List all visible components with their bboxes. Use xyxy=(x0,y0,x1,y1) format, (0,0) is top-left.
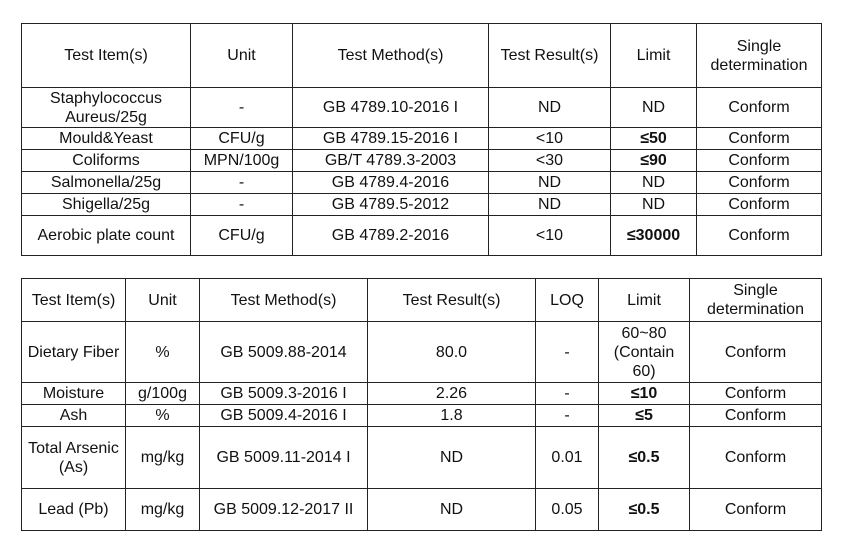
cell-determination: Conform xyxy=(697,128,822,150)
cell-unit: MPN/100g xyxy=(191,150,293,172)
table-row xyxy=(22,405,822,427)
cell-item: Aerobic plate count xyxy=(22,216,191,256)
header-test-method: Test Method(s) xyxy=(293,24,489,88)
table-row xyxy=(22,489,822,531)
cell-unit: CFU/g xyxy=(191,128,293,150)
cell-limit: ND xyxy=(611,88,697,128)
cell-unit: % xyxy=(126,322,200,383)
header-test-item: Test Item(s) xyxy=(22,279,126,322)
cell-unit: g/100g xyxy=(126,383,200,405)
cell-determination: Conform xyxy=(697,150,822,172)
cell-result: <10 xyxy=(489,216,611,256)
cell-loq: 0.01 xyxy=(536,427,599,489)
table-row xyxy=(22,322,822,383)
cell-loq: - xyxy=(536,405,599,427)
header-test-result: Test Result(s) xyxy=(368,279,536,322)
cell-result: 80.0 xyxy=(368,322,536,383)
cell-limit: ≤0.5 xyxy=(599,427,690,489)
cell-loq: - xyxy=(536,383,599,405)
cell-limit: ≤30000 xyxy=(611,216,697,256)
cell-determination: Conform xyxy=(697,194,822,216)
cell-limit: ND xyxy=(611,172,697,194)
table-row xyxy=(22,383,822,405)
cell-loq: 0.05 xyxy=(536,489,599,531)
table-header-row xyxy=(22,279,822,322)
header-unit: Unit xyxy=(126,279,200,322)
cell-unit: - xyxy=(191,194,293,216)
cell-unit: CFU/g xyxy=(191,216,293,256)
cell-unit: - xyxy=(191,88,293,128)
cell-determination: Conform xyxy=(697,216,822,256)
cell-method: GB 5009.4-2016 I xyxy=(200,405,368,427)
cell-limit: ≤5 xyxy=(599,405,690,427)
cell-determination: Conform xyxy=(690,322,822,383)
cell-item: Mould&Yeast xyxy=(22,128,191,150)
cell-result: ND xyxy=(489,172,611,194)
cell-determination: Conform xyxy=(690,489,822,531)
cell-limit: ND xyxy=(611,194,697,216)
table-row xyxy=(22,194,822,216)
cell-item: Shigella/25g xyxy=(22,194,191,216)
cell-method: GB 4789.5-2012 xyxy=(293,194,489,216)
header-loq: LOQ xyxy=(536,279,599,322)
table-row xyxy=(22,128,822,150)
cell-determination: Conform xyxy=(690,383,822,405)
cell-item: Dietary Fiber xyxy=(22,322,126,383)
header-test-method: Test Method(s) xyxy=(200,279,368,322)
header-unit: Unit xyxy=(191,24,293,88)
header-test-result: Test Result(s) xyxy=(489,24,611,88)
table-row xyxy=(22,150,822,172)
cell-result: ND xyxy=(368,427,536,489)
cell-limit: 60~80 (Contain 60) xyxy=(599,322,690,383)
microbiological-test-table xyxy=(21,23,822,256)
cell-result: <10 xyxy=(489,128,611,150)
header-single-determination: Single determination xyxy=(690,279,822,322)
cell-item: Moisture xyxy=(22,383,126,405)
cell-method: GB 4789.4-2016 xyxy=(293,172,489,194)
cell-unit: - xyxy=(191,172,293,194)
table-row xyxy=(22,172,822,194)
cell-limit: ≤50 xyxy=(611,128,697,150)
cell-determination: Conform xyxy=(697,88,822,128)
cell-method: GB 4789.2-2016 xyxy=(293,216,489,256)
cell-determination: Conform xyxy=(697,172,822,194)
cell-item: Staphylococcus Aureus/25g xyxy=(22,88,191,128)
table-row xyxy=(22,88,822,128)
header-limit: Limit xyxy=(599,279,690,322)
header-single-determination: Single determination xyxy=(697,24,822,88)
cell-method: GB 5009.88-2014 xyxy=(200,322,368,383)
cell-method: GB 5009.12-2017 II xyxy=(200,489,368,531)
cell-determination: Conform xyxy=(690,405,822,427)
header-limit: Limit xyxy=(611,24,697,88)
cell-unit: mg/kg xyxy=(126,489,200,531)
table-header-row xyxy=(22,24,822,88)
cell-method: GB/T 4789.3-2003 xyxy=(293,150,489,172)
cell-determination: Conform xyxy=(690,427,822,489)
cell-unit: mg/kg xyxy=(126,427,200,489)
cell-method: GB 4789.10-2016 I xyxy=(293,88,489,128)
cell-method: GB 5009.3-2016 I xyxy=(200,383,368,405)
cell-item: Total Arsenic (As) xyxy=(22,427,126,489)
cell-loq: - xyxy=(536,322,599,383)
cell-result: 1.8 xyxy=(368,405,536,427)
cell-method: GB 4789.15-2016 I xyxy=(293,128,489,150)
header-test-item: Test Item(s) xyxy=(22,24,191,88)
cell-item: Lead (Pb) xyxy=(22,489,126,531)
cell-item: Ash xyxy=(22,405,126,427)
cell-method: GB 5009.11-2014 I xyxy=(200,427,368,489)
cell-item: Salmonella/25g xyxy=(22,172,191,194)
cell-result: ND xyxy=(489,194,611,216)
cell-unit: % xyxy=(126,405,200,427)
cell-result: ND xyxy=(368,489,536,531)
cell-limit: ≤0.5 xyxy=(599,489,690,531)
cell-result: 2.26 xyxy=(368,383,536,405)
cell-result: <30 xyxy=(489,150,611,172)
cell-limit: ≤10 xyxy=(599,383,690,405)
cell-item: Coliforms xyxy=(22,150,191,172)
cell-limit: ≤90 xyxy=(611,150,697,172)
physicochemical-test-table xyxy=(21,278,822,531)
cell-result: ND xyxy=(489,88,611,128)
table-row xyxy=(22,216,822,256)
table-row xyxy=(22,427,822,489)
